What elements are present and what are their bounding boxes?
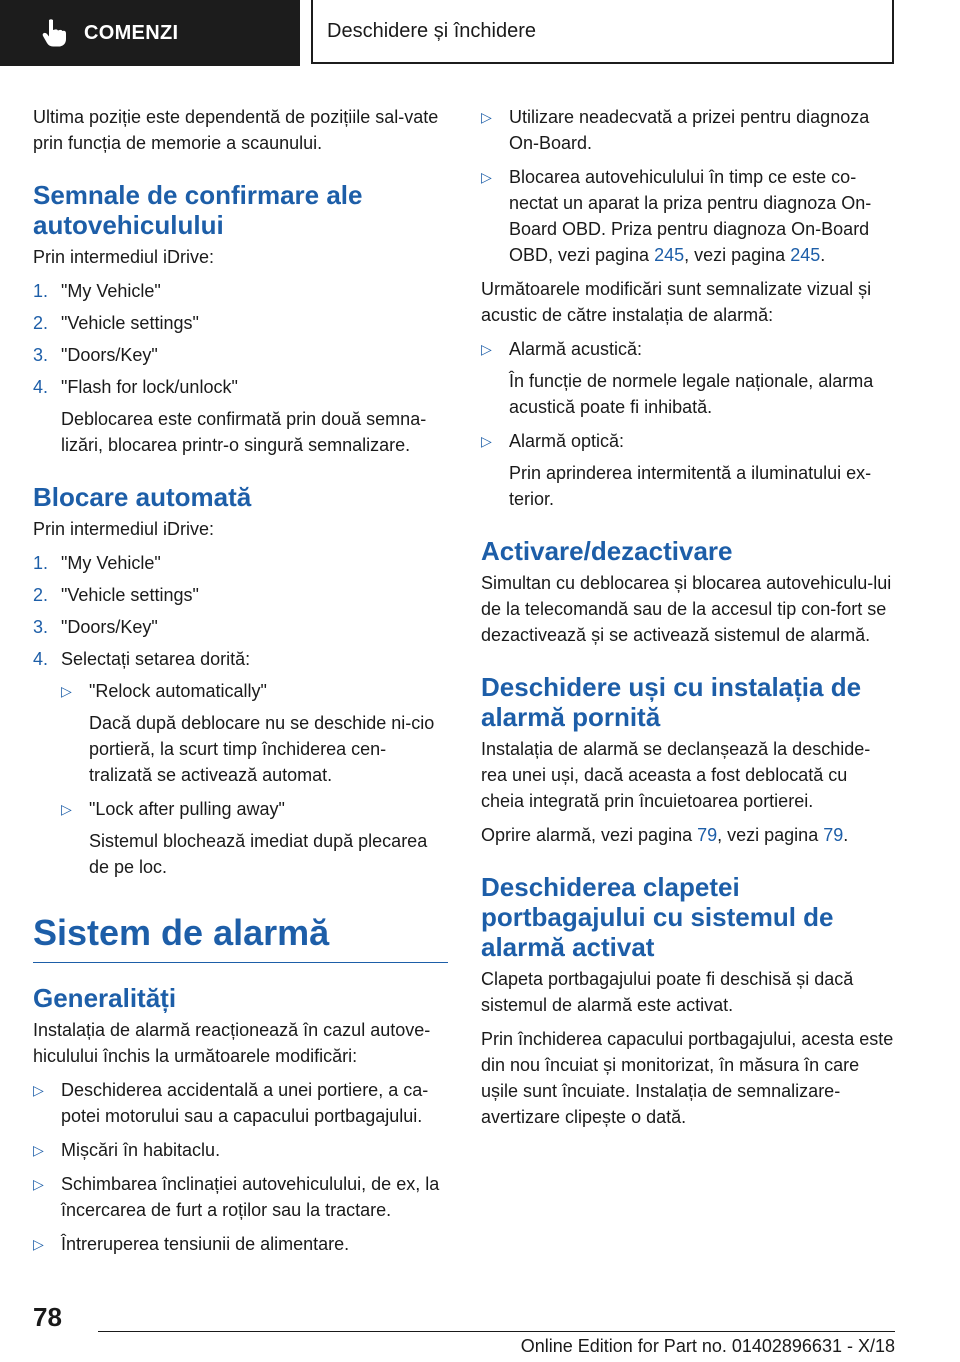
triangle-bullet-icon: ▷ (33, 1082, 44, 1098)
triangle-bullet-icon: ▷ (481, 169, 492, 185)
option-label: "Lock after pulling away" (89, 799, 285, 819)
list-item (481, 336, 895, 420)
autolock-options (61, 678, 448, 880)
list-item (33, 646, 448, 880)
stop-alarm-mid: , vezi pagina (717, 825, 824, 845)
step-text: "Doors/Key" (61, 345, 158, 365)
right-column (481, 104, 895, 1138)
step-text: "Vehicle settings" (61, 585, 199, 605)
triangle-bullet-icon: ▷ (481, 341, 492, 357)
step-note: Deblocarea este confirmată prin două semna-lizări, blocarea printr-o singură semnalizare. (61, 409, 427, 455)
triangle-bullet-icon: ▷ (61, 801, 72, 817)
page-number: 78 (33, 1302, 62, 1332)
autolock-steps (33, 550, 448, 880)
intro-paragraph: Ultima poziție este dependentă de pozițiile sal-vate prin funcția de memorie a scaunului. (33, 107, 439, 153)
signal-text: Următoarele modificări sunt semnalizate vizual și acustic de către instalația de alarmă: (481, 279, 872, 325)
list-item (33, 310, 448, 336)
signal-label: Alarmă acustică: (509, 339, 643, 359)
section-tab[interactable] (311, 0, 894, 64)
signal-desc: Prin aprinderea intermitentă a iluminatului ex-terior. (509, 463, 872, 509)
stop-alarm-lead: Oprire alarmă, vezi pagina (481, 825, 698, 845)
activation-heading: Activare/dezactivare (481, 536, 733, 566)
step-text: "Vehicle settings" (61, 313, 199, 333)
activation-text: Simultan cu deblocarea și blocarea autovehiculu-lui de la telecomandă sau de la accesul tip con-fort se dezactivează și se activează sistemul de alarmă. (481, 573, 892, 645)
option-desc: Sistemul blochează imediat după plecarea de pe loc. (89, 831, 428, 877)
signals-steps (33, 278, 448, 458)
autolock-heading: Blocare automată (33, 482, 252, 512)
general-heading: Generalități (33, 983, 177, 1013)
triangle-bullet-icon: ▷ (33, 1236, 44, 1252)
bullet-text: Deschiderea accidentală a unei portiere, a ca-potei motorului sau a capacului portbagajului. (61, 1080, 429, 1126)
step-number: 4. (33, 649, 49, 669)
option-desc: Dacă după deblocare nu se deschide ni-cio portieră, la scurt timp închiderea cen-tralizată se activează automat. (89, 713, 435, 785)
trunk-text-1: Clapeta portbagajului poate fi deschisă și dacă sistemul de alarmă este activat. (481, 969, 854, 1015)
signal-desc: În funcție de normele legale naționale, alarma acustică poate fi inhibată. (509, 371, 874, 417)
list-item (33, 550, 448, 576)
page-link[interactable]: 245 (790, 245, 821, 265)
triangle-bullet-icon: ▷ (481, 109, 492, 125)
list-item (33, 342, 448, 368)
bullet-text: Întreruperea tensiunii de alimentare. (61, 1234, 350, 1254)
stop-alarm-end: . (843, 825, 849, 845)
left-column (33, 104, 448, 1265)
step-number: 2. (33, 313, 49, 333)
triangle-bullet-icon: ▷ (481, 433, 492, 449)
signal-label: Alarmă optică: (509, 431, 625, 451)
step-number: 3. (33, 345, 49, 365)
page-link[interactable]: 245 (654, 245, 685, 265)
list-item (33, 278, 448, 304)
bullet-text-end: . (820, 245, 826, 265)
page-link[interactable]: 79 (823, 825, 844, 845)
list-item (33, 374, 448, 458)
page-link[interactable]: 79 (697, 825, 718, 845)
list-item (33, 614, 448, 640)
footer-edition: Online Edition for Part no. 01402896631 - X/18 (520, 1336, 895, 1356)
list-item (61, 796, 448, 880)
step-text: Selectați setarea dorită: (61, 649, 251, 669)
alarm-triggers-continued (481, 104, 895, 268)
pointing-hand-icon (40, 18, 68, 48)
step-text: "My Vehicle" (61, 281, 161, 301)
bullet-text-mid: , vezi pagina (684, 245, 791, 265)
doors-heading: Deschidere uși cu instalația de alarmă pornită (481, 672, 862, 732)
page-header (0, 0, 960, 66)
list-item (33, 1171, 448, 1223)
section-tab-label: Deschidere și închidere (327, 19, 536, 42)
bullet-text: Mișcări în habitaclu. (61, 1140, 221, 1160)
list-item (481, 104, 895, 156)
step-number: 1. (33, 553, 49, 573)
step-number: 1. (33, 281, 49, 301)
doors-text: Instalația de alarmă se declanșează la deschide-rea unei uși, dacă aceasta a fost deblocată cu cheia integrată prin încuietoarea portierei. (481, 739, 871, 811)
step-text: "Doors/Key" (61, 617, 158, 637)
triangle-bullet-icon: ▷ (33, 1176, 44, 1192)
autolock-lead: Prin intermediul iDrive: (33, 519, 215, 539)
chapter-tab[interactable] (0, 0, 300, 66)
chapter-tab-label: COMENZI (84, 21, 179, 44)
list-item (33, 1231, 448, 1257)
trunk-text-2: Prin închiderea capacului portbagajului, acesta este din nou încuiat și monitorizat, în măsura în care ușile sunt încuiate. Instalația de semnalizare-avertizare clipește o dată. (481, 1029, 894, 1127)
list-item (481, 164, 895, 268)
list-item (33, 1137, 448, 1163)
bullet-text: Utilizare neadecvată a prizei pentru diagnoza On-Board. (509, 107, 870, 153)
list-item (33, 1077, 448, 1129)
step-number: 3. (33, 617, 49, 637)
step-number: 2. (33, 585, 49, 605)
stop-alarm-text (481, 822, 895, 848)
general-text: Instalația de alarmă reacționează în cazul autove-hiculului închis la următoarele modificări: (33, 1020, 431, 1066)
signals-heading: Semnale de confirmare ale autovehiculului (33, 180, 363, 240)
option-label: "Relock automatically" (89, 681, 267, 701)
list-item (61, 678, 448, 788)
trunk-heading: Deschiderea clapetei portbagajului cu sistemul de alarmă activat (481, 872, 834, 962)
bullet-text: Blocarea autovehiculului în timp ce este co-nectat un aparat la priza pentru diagnoza On-Board OBD. Priza pentru diagnoza On-Board OBD, vezi pagina (509, 167, 872, 265)
step-text: "Flash for lock/unlock" (61, 377, 238, 397)
footer-divider (98, 1331, 895, 1332)
signals-lead: Prin intermediul iDrive: (33, 247, 215, 267)
list-item (33, 582, 448, 608)
triangle-bullet-icon: ▷ (33, 1142, 44, 1158)
list-item (481, 428, 895, 512)
triangle-bullet-icon: ▷ (61, 683, 72, 699)
step-number: 4. (33, 377, 49, 397)
bullet-text: Schimbarea înclinației autovehiculului, de ex, la încercarea de furt a roților sau la tractare. (61, 1174, 440, 1220)
alarm-triggers (33, 1077, 448, 1257)
signal-types (481, 336, 895, 512)
alarm-title: Sistem de alarmă (33, 910, 448, 963)
step-text: "My Vehicle" (61, 553, 161, 573)
